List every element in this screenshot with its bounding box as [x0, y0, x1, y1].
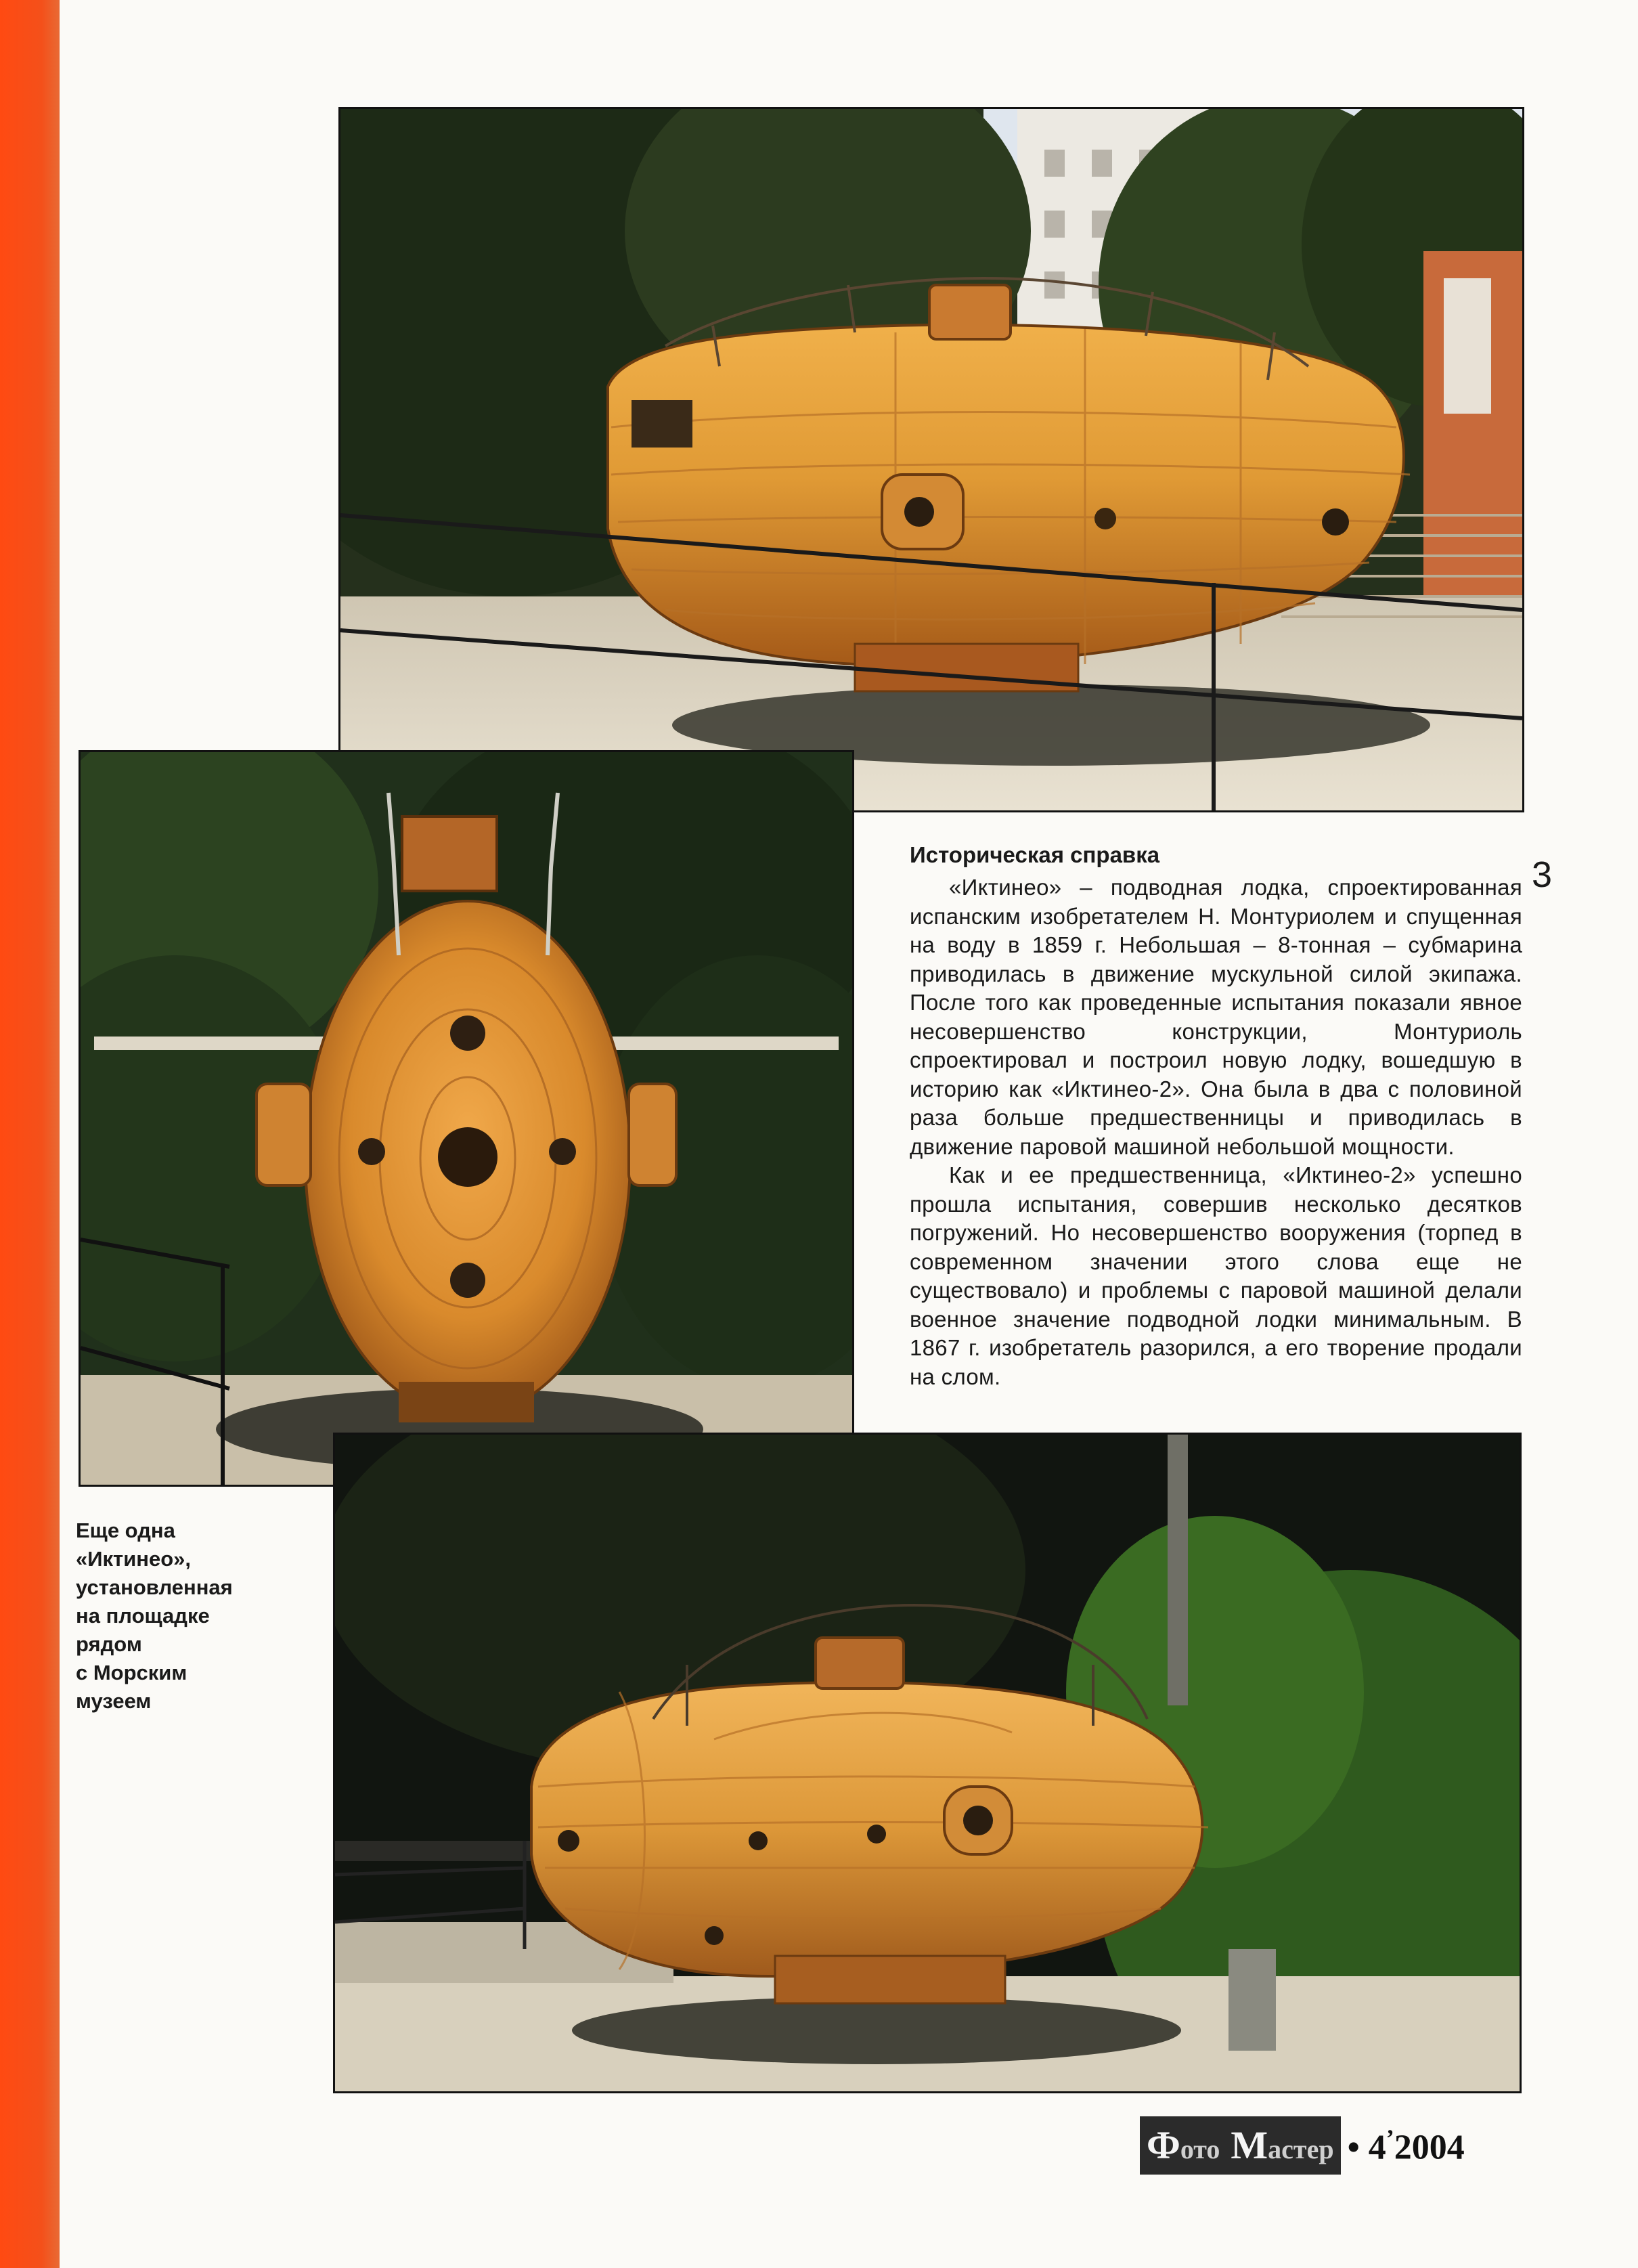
magazine-footer [1140, 2116, 1465, 2175]
caption-line: установленная [76, 1575, 233, 1599]
caption-line: на площадке [76, 1604, 210, 1628]
photo-caption [76, 1517, 272, 1716]
issue-year: 2004 [1394, 2128, 1465, 2167]
logo-word-foto-rest: ото [1180, 2134, 1220, 2164]
historical-note-title: Историческая справка [910, 842, 1160, 867]
issue-number [1348, 2124, 1465, 2167]
orange-edge-stripe [0, 0, 60, 2268]
logo-word-master-rest: астер [1268, 2134, 1334, 2164]
historical-note [910, 841, 1522, 1391]
caption-line: музеем [76, 1689, 152, 1713]
caption-line: рядом [76, 1632, 142, 1656]
issue-prefix: • 4 [1347, 2128, 1386, 2167]
photo-submarine-near-museum [333, 1433, 1522, 2093]
submarine-museum-illustration [335, 1435, 1520, 2091]
logo-letter-m: М [1231, 2123, 1268, 2167]
caption-line: Еще одна [76, 1519, 175, 1542]
submarine-side-illustration [340, 109, 1522, 810]
historical-note-paragraph-2: Как и ее предшественница, «Иктинео-2» успешно прошла испытания, совершив несколько десятков погружений. Но несовершенство вооружения (торпед в современном значении этого слова еще не существовало) и проблемы с паровой машиной делали военное значение подводной лодки минимальным. В 1867 г. изобретатель разорился, а его творение продали на слом. [910, 1162, 1522, 1389]
photo-submarine-front-view [79, 750, 854, 1487]
caption-line: с Морским [76, 1661, 187, 1684]
logo-letter-f: Ф [1147, 2123, 1180, 2167]
issue-apostrophe: ’ [1386, 2124, 1394, 2152]
page-number: 3 [1532, 854, 1553, 895]
magazine-logo [1140, 2116, 1341, 2175]
historical-note-paragraph-1: «Иктинео» – подводная лодка, спроектированная испанским изобретателем Н. Монтуриолем и спущенная на воду в 1859 г. Небольшая – 8-тонная – субмарина приводилась в движение мускульной силой экипажа. После того как проведенные испытания показали явное несовершенство конструкции, Монтуриоль спроектировал и построил новую лодку, вошедшую в историю как «Иктинео-2». Она была в два с половиной раза больше предшественницы и приводилась в движение паровой машиной небольшой мощности. [910, 875, 1522, 1159]
photo-submarine-side-view [338, 107, 1524, 812]
submarine-front-illustration [81, 752, 852, 1485]
caption-line: «Иктинео», [76, 1547, 192, 1571]
